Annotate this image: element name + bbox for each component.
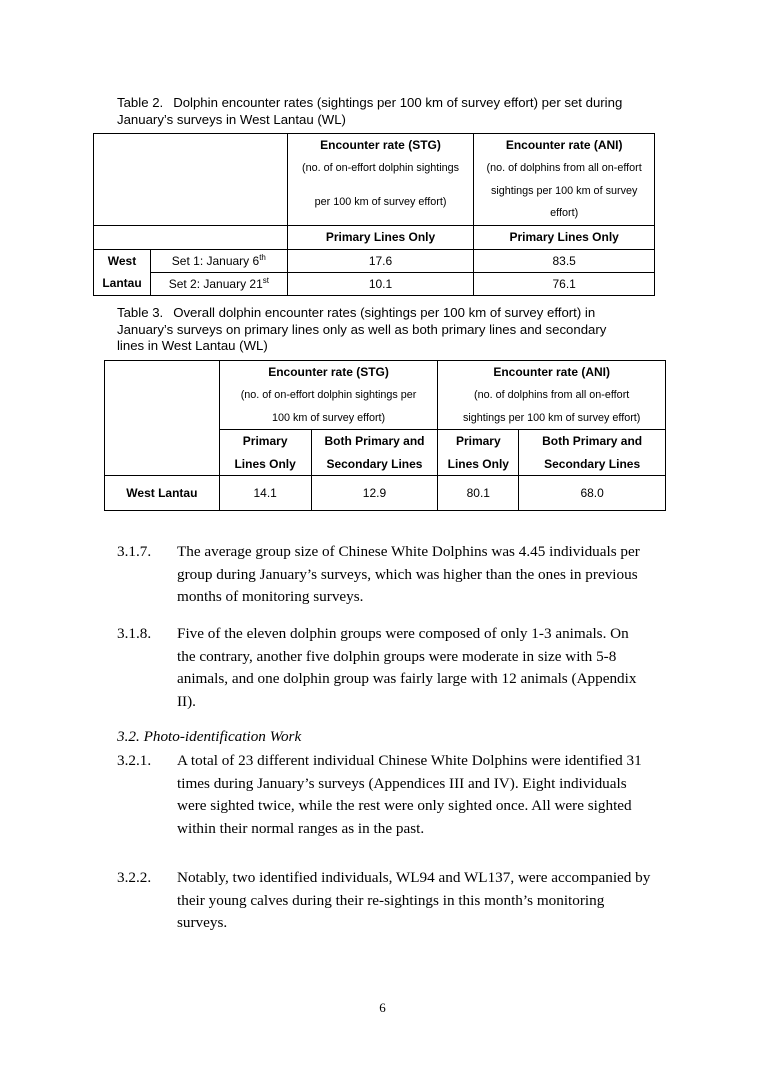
table2-ani-title: Encounter rate (ANI) [474,134,655,157]
paragraph-number: 3.2.1. [117,752,152,769]
table3-value-2: 12.9 [311,476,438,511]
table3-sub3a: Primary [438,430,519,453]
paragraph-line: were sighted twice, while the rest were only sighted once. All were sighted [177,797,632,814]
paragraph-line: their young calves during their re-sightings in this month’s monitoring [177,891,605,909]
table2-set2-sup: st [262,276,269,285]
paragraph-line: months of monitoring surveys. [177,588,364,605]
paragraph-line: group during January’s surveys, which was higher than the ones in previous [177,565,638,583]
paragraph-number: 3.1.7. [117,543,152,560]
table3-stg-desc1: (no. of on-effort dolphin sightings per [219,384,438,407]
paragraph-line: within their normal ranges as in the past. [177,819,425,837]
page-number: 6 [379,1000,386,1015]
table2-set1-label: Set 1: January 6 [171,254,260,268]
table3-value-3: 80.1 [438,476,519,511]
table3-caption-line2: January’s surveys on primary lines only as well as both primary lines and secondary [117,321,607,337]
paragraph-line: The average group size of Chinese White Dolphins was 4.45 individuals per [177,543,640,560]
table3-sub3b: Lines Only [438,453,519,476]
table2-set2-ani: 76.1 [474,272,655,295]
paragraph-number: 3.2.2. [117,869,152,886]
table2-area-line2: Lantau [94,272,151,295]
table-row [105,476,666,511]
paragraph-line: times during January’s surveys (Appendices III and IV). Eight individuals [177,774,627,792]
table2-set2 [150,272,287,295]
table2-ani-sub: Primary Lines Only [474,225,655,249]
table3-ani-desc1: (no. of dolphins from all on-effort [438,384,666,407]
paragraph-line: animals, and one dolphin group was fairly large with 12 animals (Appendix [177,670,637,687]
table2-caption [117,95,677,128]
table2-caption-line1: Dolphin encounter rates (sightings per 100 km of survey effort) per set during [173,95,623,110]
table2-set1 [150,249,287,272]
table3 [104,360,666,511]
paragraph-line: II). [177,692,196,710]
table2-area-line1: West [94,249,151,272]
table2-set1-sup: th [259,253,266,262]
table3-caption [117,305,677,355]
table2-stg-sub: Primary Lines Only [287,225,474,249]
table3-sub4a: Both Primary and [519,430,666,453]
table2-stg-desc2: per 100 km of survey effort) [287,180,474,226]
table3-caption-line1: Overall dolphin encounter rates (sightings per 100 km of survey effort) in [173,305,596,320]
table2-ani-desc1: (no. of dolphins from all on-effort [474,157,655,180]
table2-set1-ani: 83.5 [474,249,655,272]
table3-sub1a: Primary [219,430,311,453]
table3-stg-desc2: 100 km of survey effort) [219,407,438,430]
table2-stg-desc1: (no. of on-effort dolphin sightings [287,157,474,180]
paragraph-number: 3.1.8. [117,625,152,642]
table3-value-4: 68.0 [519,476,666,511]
paragraph-line: Five of the eleven dolphin groups were composed of only 1-3 animals. On [177,625,629,642]
paragraph-line: surveys. [177,914,228,931]
table2-empty-header [94,134,288,226]
table2-set1-stg: 17.6 [287,249,474,272]
table2 [93,133,655,296]
table2-stg-title: Encounter rate (STG) [287,134,474,157]
table2-set2-label: Set 2: January 21 [168,277,263,291]
paragraph-line: A total of 23 different individual Chinese White Dolphins were identified 31 [177,752,642,769]
paragraph-line: the contrary, another five dolphin groups were moderate in size with 5-8 [177,647,617,665]
table3-sub4b: Secondary Lines [519,453,666,476]
paragraph-line: Notably, two identified individuals, WL94 and WL137, were accompanied by [177,869,651,886]
table2-ani-desc2: sightings per 100 km of survey effort) [474,180,655,226]
table2-caption-line2: January’s surveys in West Lantau (WL) [117,111,346,127]
table3-number: Table 3. [117,305,164,320]
table3-caption-line3: lines in West Lantau (WL) [117,338,268,353]
table3-row-label: West Lantau [105,476,220,511]
table3-stg-title: Encounter rate (STG) [219,361,438,384]
section-heading: 3.2. Photo-identification Work [117,728,302,745]
table3-sub1b: Lines Only [219,453,311,476]
table2-number: Table 2. [117,95,164,110]
table-row [94,249,655,272]
table3-empty-header [105,361,220,476]
table3-sub2a: Both Primary and [311,430,438,453]
table-row [94,272,655,295]
table2-empty-sub [94,225,288,249]
table3-value-1: 14.1 [219,476,311,511]
table3-ani-title: Encounter rate (ANI) [438,361,666,384]
table3-ani-desc2: sightings per 100 km of survey effort) [438,407,666,430]
table3-sub2b: Secondary Lines [311,453,438,476]
table2-set2-stg: 10.1 [287,272,474,295]
